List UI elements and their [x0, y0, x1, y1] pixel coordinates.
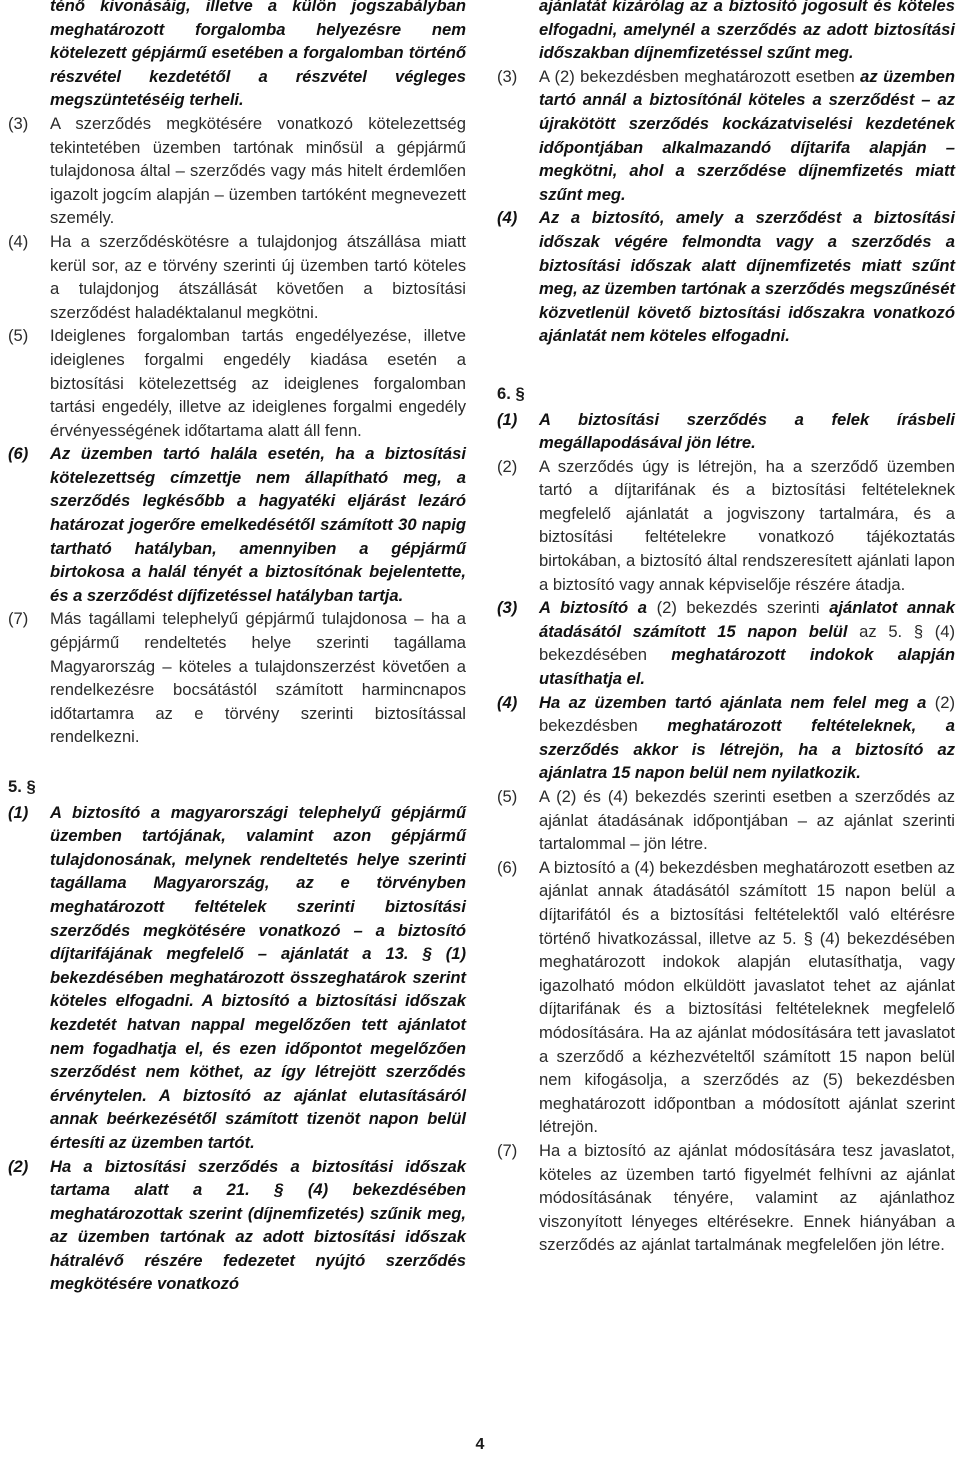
text-run: (2) bekezdésben: [539, 692, 955, 736]
section-6-paragraph-2: [497, 455, 955, 597]
paragraph-text: [539, 596, 955, 690]
right-column: [497, 0, 955, 1257]
paragraph-text: A (2) és (4) bekezdés szerinti esetben a szerződés az ajánlat átadásának időpontjában – az ajánlat szerinti tartalommal – jön létre.: [539, 787, 955, 854]
paragraph-number: (7): [497, 1140, 518, 1160]
paragraph-text: Ha a szerződéskötésre a tulajdonjog átszállása miatt kerül sor, az e törvény szerinti új üzemben tartó köteles a tulajdonjog átszállását követően a biztosítási szerződést haladéktalanul megkötni.: [50, 231, 466, 322]
paragraph-number: (2): [8, 1156, 29, 1176]
paragraph-number: (6): [8, 444, 29, 464]
paragraph-text: A biztosító a (4) bekezdésben meghatározott esetben az ajánlat annak átadásától számított 15 napon belül a díjtarifától és a biztosítási feltételektől való eltérésre történő hivatkozással, illetve az 5. § (4) bekezdésében meghatározott indokok alapján elutasíthatja, vagy igazolható módon elküldött javaslatot tehet az ajánlat díjtarifának és a biztosítási feltételeknek megfelelő módosítására. Ha az ajánlat módosítására tett javaslatot a szerződő a kézhezvételtől számított 15 napon belül nem kifogásolja, a szerződés az (5) bekezdésben meghatározott időpontban a módosított ajánlat szerint létrejön.: [539, 857, 955, 1137]
paragraph-number: (4): [497, 692, 518, 712]
page-number: 4: [475, 1436, 485, 1453]
section-6-paragraph-4: [497, 691, 955, 785]
paragraph-text-plain: A (2) bekezdésben meghatározott esetben: [539, 66, 861, 86]
paragraph-number: (3): [497, 598, 518, 618]
paragraph-4: [497, 206, 955, 348]
paragraph-7: [8, 607, 466, 749]
section-6-paragraph-3: [497, 596, 955, 690]
paragraph-text-emphasis: az üzemben tartó annál a biztosítónál köteles a szerződést – az újrakötött szerződés kockázatviselési kezdetének időpontjában alkalmazandó díjtarifa alapján – megkötni, ahol a szerződése díjnemfizetés miatt szűnt meg.: [539, 66, 955, 204]
paragraph-text: A biztosítási szerződés a felek írásbeli megállapodásával jön létre.: [539, 409, 955, 453]
section-sign: §: [26, 777, 36, 796]
paragraph-text: Az a biztosító, amely a szerződést a biztosítási időszak végére felmondta vagy a szerződés a biztosítási időszak alatt díjnemfizetés miatt szűnt meg, az üzemben tartónak a szerződés megszűnését közvetlenül követő biztosítási időszakra vonatkozó ajánlatát nem köteles elfogadni.: [539, 208, 955, 346]
paragraph-number: (4): [8, 231, 29, 251]
text-run: ajánlatot annak átadásától számított 15 napon belül: [539, 598, 955, 641]
left-column: [8, 0, 466, 1296]
paragraph-number: (3): [497, 66, 518, 86]
paragraph-6: [8, 442, 466, 607]
text-run: A biztosító a: [539, 598, 657, 618]
paragraph-text: Ideiglenes forgalomban tartás engedélyezése, illetve ideiglenes forgalmi engedély kiadása esetén a biztosítási kötelezettség az ideiglenes forgalomban tartási engedély, illetve az ideiglenes forgalmi engedély érvényességének időtartama alatt áll fenn.: [50, 326, 466, 440]
paragraph-3: [8, 112, 466, 230]
section-5-paragraph-2: [8, 1155, 466, 1297]
paragraph-text: Az üzemben tartó halála esetén, ha a biztosítási kötelezettség címzettje nem állapítható meg, a szerződés legkésőbb a hagyatéki eljárást lezáró határozat jogerőre emelkedésétől számított 30 napig tartható hatályban, amennyiben a gépjármű birtokosa a halál tényét a biztosítónak bejelentette, és a szerződést díjfizetéssel hatályban tartja.: [50, 444, 466, 605]
section-heading-5: [8, 775, 466, 799]
text-run: az 5. § (4) bekezdésében: [539, 621, 955, 665]
text-run: meghatározott indokok alapján utasíthatja el.: [539, 645, 955, 689]
paragraph-5: [8, 324, 466, 442]
section-heading-6: [497, 382, 955, 406]
paragraph-number: (5): [497, 787, 518, 806]
paragraph-number: (3): [8, 113, 29, 133]
text-run: meghatározott feltételeknek, a szerződés akkor is létrejön, ha a biztosító az ajánlatra 15 napon belül nem nyilatkozik.: [539, 716, 955, 783]
section-number: 5.: [8, 777, 22, 796]
paragraph-text: [539, 65, 955, 207]
paragraph-number: (7): [8, 609, 29, 629]
paragraph-text: Ha a biztosító az ajánlat módosítására tesz javaslatot, köteles az üzemben tartó figyelmét felhívni az ajánlat módosításának tényére, valamint az ajánlathoz viszonyított lényeges eltérésekre. Ennek hiányában a szerződés az ajánlat tartalmának megfelelően jön létre.: [539, 1140, 955, 1255]
paragraph-number: (6): [497, 857, 518, 877]
section-sign: §: [515, 383, 525, 403]
continued-paragraph: ténő kivonásáig, illetve a külön jogszabályban meghatározott forgalomba helyezésre nem kötelezett gépjármű esetében a forgalomban történő részvétel kezdetétől a részvétel végleges megszüntetéséig terheli.: [50, 0, 466, 110]
section-6-paragraph-7: [497, 1139, 955, 1257]
paragraph-number: (4): [497, 208, 518, 228]
paragraph-text: A szerződés úgy is létrejön, ha a szerződő üzemben tartó a díjtarifának és a biztosítási feltételeknek megfelelő ajánlatát a jogviszony tartalmára, és a biztosítási feltételekre vonatkozó tájékoztatás birtokában, a biztosító által rendszeresített ajánlati lapon a biztosító vagy annak képviselője részére átadja.: [539, 456, 955, 594]
paragraph-text: A szerződés megkötésére vonatkozó kötelezettség tekintetében üzemben tartónak minősül a gépjármű tulajdonosa által – szerződés vagy más hitelt érdemlően igazolt jogcím alapján – üzemben tartóként megnevezett személy.: [50, 113, 466, 228]
continued-paragraph: ajánlatát kizárólag az a biztosító jogosult és köteles elfogadni, amelynél a szerződés az adott biztosítási időszakban díjnemfizetéssel szűnt meg.: [539, 0, 955, 63]
paragraph-number: (2): [497, 456, 518, 476]
paragraph-3: [497, 65, 955, 207]
section-6-paragraph-1: [497, 408, 955, 455]
section-5-paragraph-1: [8, 801, 466, 1155]
section-6-paragraph-5: [497, 785, 955, 856]
text-run: (2) bekezdés szerinti: [656, 598, 830, 618]
text-run: Ha az üzemben tartó ajánlata nem felel meg a: [539, 692, 935, 712]
paragraph-text: Más tagállami telephelyű gépjármű tulajdonosa – ha a gépjármű rendeltetés helye szerinti tagállama Magyarország – köteles a tulajdonszerzést követően a rendelkezésre bocsátástól számított harmincnapos időtartamra az e törvény szerinti biztosítással rendelkezni.: [50, 609, 466, 747]
paragraph-number: (1): [8, 802, 29, 822]
section-6-paragraph-6: [497, 856, 955, 1139]
paragraph-text: Ha a biztosítási szerződés a biztosítási időszak tartama alatt a 21. § (4) bekezdésében meghatározottak szerint (díjnemfizetés) szűnik meg, az üzemben tartónak az adott biztosítási időszak hátralévő részére fedezetet nyújtó szerződés megkötésére vonatkozó: [50, 1156, 466, 1294]
section-number: 6.: [497, 383, 511, 403]
paragraph-number: (5): [8, 326, 29, 346]
paragraph-text: A biztosító a magyarországi telephelyű gépjármű üzemben tartójának, valamint azon gépjármű tulajdonosának, melynek rendeltetés helye szerinti tagállama Magyarország, az e törvényben meghatározott feltételek szerinti biztosítási szerződés megkötésére vonatkozó – a biztosító díjtarifájának megfelelő – ajánlatát a 13. § (1) bekezdésében meghatározott összeghatárok szerint köteles elfogadni. A biztosító a biztosítási időszak kezdetét hatvan nappal megelőzően tett ajánlatot nem fogadhatja el, és ezen időpontot megelőzően szerződést nem köthet, az így létrejött szerződés érvénytelen. A biztosító az ajánlat elutasításáról annak beérkezésétől számított tizenöt napon belül értesíti az üzemben tartót.: [50, 802, 466, 1152]
paragraph-number: (1): [497, 409, 518, 429]
paragraph-text: [539, 691, 955, 785]
paragraph-4: [8, 230, 466, 324]
